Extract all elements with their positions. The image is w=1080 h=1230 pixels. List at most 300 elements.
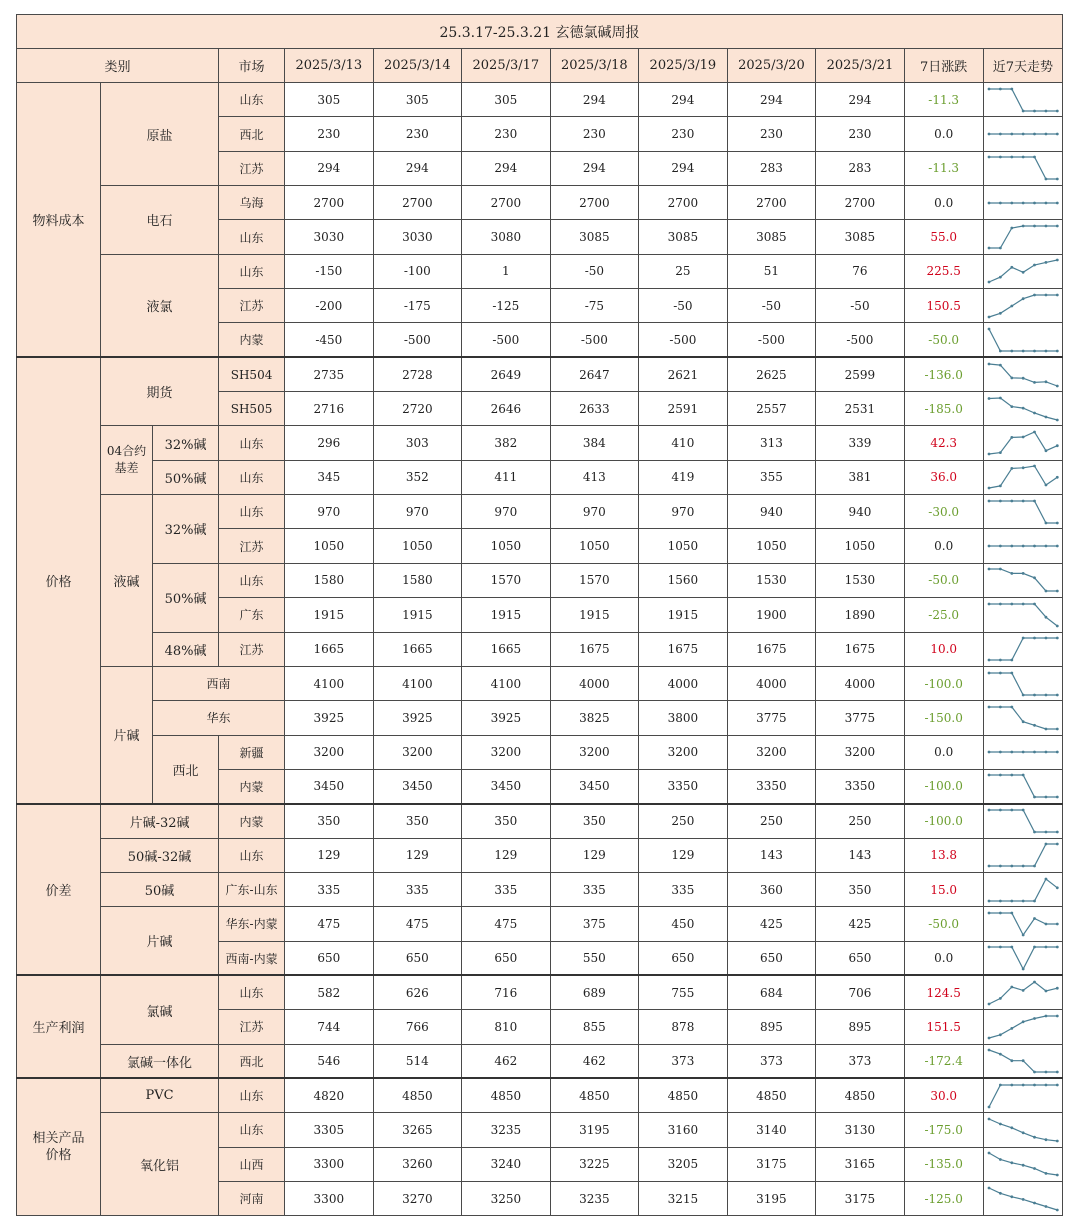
- sparkline-point: [1044, 727, 1047, 730]
- sparkline-point: [1021, 1198, 1024, 1201]
- trend-sparkline: [983, 117, 1062, 151]
- sparkline-point: [987, 133, 990, 136]
- sparkline-point: [1010, 304, 1013, 307]
- market-cell: 山东: [219, 460, 285, 494]
- value-cell: 855: [550, 1010, 639, 1044]
- change-cell: -100.0: [904, 804, 983, 838]
- value-cell: 3195: [550, 1113, 639, 1147]
- sub-naoh-32: 32%碱: [153, 495, 219, 564]
- sparkline-point: [987, 1002, 990, 1005]
- sparkline-point: [999, 156, 1002, 159]
- sub-naoh-50: 50%碱: [153, 563, 219, 632]
- value-cell: 1900: [727, 598, 816, 632]
- sparkline-point: [987, 912, 990, 915]
- sparkline-point: [987, 247, 990, 250]
- sparkline-point: [1056, 1208, 1059, 1211]
- sparkline-point: [1056, 843, 1059, 846]
- sparkline-point: [1010, 1083, 1013, 1086]
- sparkline-point: [1021, 406, 1024, 409]
- value-cell: 716: [462, 975, 551, 1009]
- sparkline-point: [1044, 109, 1047, 112]
- value-cell: -450: [285, 323, 374, 357]
- sparkline-point: [1056, 293, 1059, 296]
- value-cell: 3085: [550, 220, 639, 254]
- trend-sparkline: [983, 804, 1062, 838]
- table-row: [17, 460, 1063, 494]
- table-row: [17, 186, 1063, 220]
- value-cell: 3200: [285, 735, 374, 769]
- trend-sparkline: [983, 220, 1062, 254]
- sparkline-point: [1044, 989, 1047, 992]
- value-cell: 1: [462, 254, 551, 288]
- sparkline-chart: [984, 736, 1062, 768]
- market-cell: 华东-内蒙: [219, 907, 285, 941]
- table-row: [17, 804, 1063, 838]
- sparkline-point: [999, 602, 1002, 605]
- sparkline-point: [999, 809, 1002, 812]
- sparkline-point: [1056, 349, 1059, 352]
- market-cell: 西北: [219, 1044, 285, 1078]
- sparkline-point: [987, 659, 990, 662]
- sparkline-chart: [984, 1045, 1062, 1077]
- change-cell: -135.0: [904, 1147, 983, 1181]
- sparkline-point: [987, 1037, 990, 1040]
- item-flake-caustic: 片碱: [101, 666, 153, 803]
- sparkline-point: [1056, 444, 1059, 447]
- value-cell: 1050: [727, 529, 816, 563]
- value-cell: -175: [373, 289, 462, 323]
- sparkline-point: [999, 997, 1002, 1000]
- value-cell: -500: [462, 323, 551, 357]
- sparkline-point: [1010, 266, 1013, 269]
- value-cell: 230: [639, 117, 728, 151]
- value-cell: 294: [550, 151, 639, 185]
- value-cell: 3350: [816, 769, 905, 803]
- value-cell: 294: [816, 83, 905, 117]
- sparkline-point: [1010, 1027, 1013, 1030]
- sparkline-point: [1033, 109, 1036, 112]
- sparkline-point: [1044, 1071, 1047, 1074]
- value-cell: 1675: [727, 632, 816, 666]
- value-cell: 335: [550, 872, 639, 906]
- change-cell: 0.0: [904, 186, 983, 220]
- sparkline-point: [999, 485, 1002, 488]
- value-cell: 250: [727, 804, 816, 838]
- value-cell: 143: [727, 838, 816, 872]
- value-cell: 1665: [373, 632, 462, 666]
- item-futures: 期货: [101, 357, 219, 426]
- value-cell: 352: [373, 460, 462, 494]
- sparkline-point: [1033, 602, 1036, 605]
- change-cell: 30.0: [904, 1078, 983, 1112]
- value-cell: 684: [727, 975, 816, 1009]
- market-cell: 华东: [153, 701, 285, 735]
- sparkline-point: [1044, 415, 1047, 418]
- sparkline-chart: [984, 1183, 1062, 1215]
- trend-sparkline: [983, 529, 1062, 563]
- value-cell: 3200: [550, 735, 639, 769]
- sparkline-point: [987, 201, 990, 204]
- sparkline-point: [987, 774, 990, 777]
- sparkline-point: [1010, 899, 1013, 902]
- trend-sparkline: [983, 1182, 1062, 1216]
- sparkline-chart: [984, 324, 1062, 356]
- header-date: 2025/3/21: [816, 49, 905, 83]
- header-date: 2025/3/13: [285, 49, 374, 83]
- sparkline-point: [1010, 133, 1013, 136]
- sparkline-point: [999, 899, 1002, 902]
- change-cell: 13.8: [904, 838, 983, 872]
- change-cell: -30.0: [904, 495, 983, 529]
- table-row: [17, 872, 1063, 906]
- value-cell: 3450: [285, 769, 374, 803]
- sparkline-point: [1033, 156, 1036, 159]
- value-cell: 4820: [285, 1078, 374, 1112]
- value-cell: 550: [550, 941, 639, 975]
- sparkline-point: [1033, 917, 1036, 920]
- value-cell: 3300: [285, 1182, 374, 1216]
- value-cell: 230: [727, 117, 816, 151]
- value-cell: 230: [285, 117, 374, 151]
- sparkline-point: [1021, 865, 1024, 868]
- value-cell: 2591: [639, 392, 728, 426]
- sparkline-point: [1044, 225, 1047, 228]
- value-cell: -500: [816, 323, 905, 357]
- table-row: [17, 632, 1063, 666]
- market-cell: 内蒙: [219, 323, 285, 357]
- item-pvc: PVC: [101, 1078, 219, 1112]
- market-cell: 西南-内蒙: [219, 941, 285, 975]
- sparkline-point: [1010, 572, 1013, 575]
- market-cell: 江苏: [219, 1010, 285, 1044]
- value-cell: 3450: [550, 769, 639, 803]
- value-cell: 4850: [462, 1078, 551, 1112]
- group-price: 价格: [17, 357, 101, 803]
- sparkline-point: [1056, 831, 1059, 834]
- market-cell: SH505: [219, 392, 285, 426]
- trend-sparkline: [983, 1044, 1062, 1078]
- sparkline-line: [989, 1119, 1057, 1141]
- sparkline-point: [987, 1105, 990, 1108]
- trend-sparkline: [983, 1078, 1062, 1112]
- sparkline-point: [1010, 156, 1013, 159]
- sparkline-point: [999, 1053, 1002, 1056]
- value-cell: 294: [285, 151, 374, 185]
- sparkline-point: [1056, 987, 1059, 990]
- header-date: 2025/3/19: [639, 49, 728, 83]
- sparkline-point: [1033, 724, 1036, 727]
- sparkline-point: [999, 396, 1002, 399]
- sparkline-point: [1021, 156, 1024, 159]
- label-line: 基差: [114, 461, 139, 476]
- value-cell: 2728: [373, 357, 462, 391]
- sparkline-chart: [984, 633, 1062, 665]
- sparkline-point: [1044, 831, 1047, 834]
- sparkline-line: [989, 604, 1057, 626]
- trend-sparkline: [983, 838, 1062, 872]
- value-cell: 2557: [727, 392, 816, 426]
- value-cell: 4000: [639, 666, 728, 700]
- header-date: 2025/3/17: [462, 49, 551, 83]
- sparkline-point: [1033, 349, 1036, 352]
- weekly-report-table: [16, 14, 1063, 1216]
- value-cell: 373: [727, 1044, 816, 1078]
- change-cell: -50.0: [904, 907, 983, 941]
- value-cell: 1675: [550, 632, 639, 666]
- value-cell: 970: [550, 495, 639, 529]
- value-cell: 3205: [639, 1147, 728, 1181]
- market-cell: 江苏: [219, 151, 285, 185]
- label-line: 相关产品: [32, 1131, 85, 1147]
- sparkline-line: [989, 364, 1057, 386]
- sparkline-point: [1033, 431, 1036, 434]
- value-cell: 3450: [462, 769, 551, 803]
- sparkline-point: [1010, 1162, 1013, 1165]
- sparkline-point: [1010, 87, 1013, 90]
- value-cell: 1580: [373, 563, 462, 597]
- sparkline-chart: [984, 496, 1062, 528]
- sparkline-point: [1056, 1071, 1059, 1074]
- sparkline-point: [1056, 946, 1059, 949]
- market-cell: 西南: [153, 666, 285, 700]
- value-cell: 1050: [816, 529, 905, 563]
- value-cell: 2646: [462, 392, 551, 426]
- value-cell: 2720: [373, 392, 462, 426]
- sparkline-chart: [984, 255, 1062, 287]
- sparkline-point: [1044, 521, 1047, 524]
- sparkline-point: [999, 659, 1002, 662]
- change-cell: -185.0: [904, 392, 983, 426]
- value-cell: -150: [285, 254, 374, 288]
- table-row: [17, 563, 1063, 597]
- sub-northwest: 西北: [153, 735, 219, 804]
- sparkline-point: [999, 545, 1002, 548]
- sparkline-point: [1044, 751, 1047, 754]
- value-cell: 3085: [727, 220, 816, 254]
- sparkline-point: [1033, 381, 1036, 384]
- value-cell: 4850: [727, 1078, 816, 1112]
- value-cell: 3235: [550, 1182, 639, 1216]
- market-cell: 山东: [219, 254, 285, 288]
- value-cell: 3350: [727, 769, 816, 803]
- value-cell: 3080: [462, 220, 551, 254]
- sparkline-point: [987, 397, 990, 400]
- value-cell: 305: [462, 83, 551, 117]
- sparkline-point: [1033, 1201, 1036, 1204]
- sparkline-chart: [984, 187, 1062, 219]
- item-alumina: 氧化铝: [101, 1113, 219, 1216]
- value-cell: 230: [550, 117, 639, 151]
- sparkline-point: [1044, 796, 1047, 799]
- value-cell: 810: [462, 1010, 551, 1044]
- value-cell: 3200: [639, 735, 728, 769]
- sparkline-point: [999, 499, 1002, 502]
- sparkline-point: [987, 1118, 990, 1121]
- value-cell: -75: [550, 289, 639, 323]
- sparkline-point: [999, 1192, 1002, 1195]
- change-cell: -11.3: [904, 83, 983, 117]
- value-cell: 546: [285, 1044, 374, 1078]
- market-cell: 山东: [219, 838, 285, 872]
- value-cell: 129: [285, 838, 374, 872]
- value-cell: 1050: [639, 529, 728, 563]
- sparkline-point: [999, 133, 1002, 136]
- trend-sparkline: [983, 460, 1062, 494]
- sparkline-point: [1010, 602, 1013, 605]
- sparkline-point: [1056, 923, 1059, 926]
- sparkline-point: [1010, 227, 1013, 230]
- sparkline-point: [1056, 590, 1059, 593]
- market-cell: 山西: [219, 1147, 285, 1181]
- value-cell: 1560: [639, 563, 728, 597]
- sparkline-point: [987, 453, 990, 456]
- value-cell: 305: [373, 83, 462, 117]
- sparkline-chart: [984, 427, 1062, 459]
- table-row: [17, 83, 1063, 117]
- value-cell: 283: [816, 151, 905, 185]
- sparkline-chart: [984, 805, 1062, 837]
- sparkline-point: [1056, 886, 1059, 889]
- sparkline-point: [1044, 380, 1047, 383]
- sparkline-point: [999, 87, 1002, 90]
- value-cell: 51: [727, 254, 816, 288]
- sparkline-point: [1010, 545, 1013, 548]
- market-cell: 江苏: [219, 632, 285, 666]
- sparkline-point: [1010, 499, 1013, 502]
- sparkline-point: [1044, 843, 1047, 846]
- sparkline-point: [987, 705, 990, 708]
- value-cell: 514: [373, 1044, 462, 1078]
- value-cell: 3140: [727, 1113, 816, 1147]
- trend-sparkline: [983, 666, 1062, 700]
- value-cell: 462: [462, 1044, 551, 1078]
- sparkline-point: [1021, 899, 1024, 902]
- value-cell: 650: [816, 941, 905, 975]
- item-raw-salt: 原盐: [101, 83, 219, 186]
- sparkline-point: [1044, 590, 1047, 593]
- trend-sparkline: [983, 495, 1062, 529]
- value-cell: 230: [816, 117, 905, 151]
- sparkline-point: [1010, 349, 1013, 352]
- value-cell: 250: [816, 804, 905, 838]
- value-cell: 4000: [550, 666, 639, 700]
- sparkline-point: [1033, 1083, 1036, 1086]
- table-row: [17, 838, 1063, 872]
- sparkline-point: [1010, 865, 1013, 868]
- change-cell: 0.0: [904, 735, 983, 769]
- sparkline-line: [989, 89, 1057, 111]
- market-cell: 山东: [219, 220, 285, 254]
- label-line: 价格: [45, 1148, 72, 1164]
- table-row: [17, 1044, 1063, 1078]
- value-cell: 76: [816, 254, 905, 288]
- value-cell: -500: [727, 323, 816, 357]
- sparkline-point: [1056, 545, 1059, 548]
- value-cell: 373: [816, 1044, 905, 1078]
- trend-sparkline: [983, 975, 1062, 1009]
- sparkline-point: [1044, 261, 1047, 264]
- trend-sparkline: [983, 426, 1062, 460]
- value-cell: 3085: [639, 220, 728, 254]
- group-spread: 价差: [17, 804, 101, 976]
- trend-sparkline: [983, 254, 1062, 288]
- value-cell: 313: [727, 426, 816, 460]
- value-cell: -50: [727, 289, 816, 323]
- value-cell: 3800: [639, 701, 728, 735]
- value-cell: 878: [639, 1010, 728, 1044]
- value-cell: 294: [639, 83, 728, 117]
- sub-naoh-48: 48%碱: [153, 632, 219, 666]
- value-cell: 350: [816, 872, 905, 906]
- value-cell: 355: [727, 460, 816, 494]
- sparkline-point: [1021, 693, 1024, 696]
- value-cell: 339: [816, 426, 905, 460]
- sparkline-point: [1021, 109, 1024, 112]
- sparkline-point: [987, 327, 990, 330]
- sparkline-point: [1044, 923, 1047, 926]
- sparkline-point: [1044, 1083, 1047, 1086]
- sparkline-point: [999, 247, 1002, 250]
- value-cell: 744: [285, 1010, 374, 1044]
- value-cell: 1675: [816, 632, 905, 666]
- sparkline-point: [1044, 1172, 1047, 1175]
- sparkline-point: [1044, 616, 1047, 619]
- market-cell: 西北: [219, 117, 285, 151]
- trend-sparkline: [983, 632, 1062, 666]
- sparkline-point: [1033, 980, 1036, 983]
- value-cell: 2599: [816, 357, 905, 391]
- trend-sparkline: [983, 1113, 1062, 1147]
- trend-sparkline: [983, 907, 1062, 941]
- value-cell: 755: [639, 975, 728, 1009]
- sparkline-point: [1056, 1015, 1059, 1018]
- header-date: 2025/3/20: [727, 49, 816, 83]
- sparkline-point: [999, 568, 1002, 571]
- market-cell: 山东: [219, 83, 285, 117]
- value-cell: 650: [373, 941, 462, 975]
- sparkline-point: [987, 1186, 990, 1189]
- change-cell: -172.4: [904, 1044, 983, 1078]
- value-cell: 940: [727, 495, 816, 529]
- sparkline-point: [1033, 545, 1036, 548]
- sparkline-line: [989, 673, 1057, 695]
- sparkline-point: [1056, 751, 1059, 754]
- value-cell: 129: [373, 838, 462, 872]
- label-line: 04合约: [106, 444, 147, 459]
- market-cell: 乌海: [219, 186, 285, 220]
- sparkline-line: [989, 638, 1057, 660]
- value-cell: 1915: [285, 598, 374, 632]
- header-trend: 近7天走势: [983, 49, 1062, 83]
- sparkline-point: [1044, 449, 1047, 452]
- sparkline-point: [1021, 774, 1024, 777]
- sparkline-chart: [984, 770, 1062, 802]
- sparkline-point: [1033, 637, 1036, 640]
- trend-sparkline: [983, 357, 1062, 391]
- sparkline-point: [1056, 624, 1059, 627]
- change-cell: 0.0: [904, 117, 983, 151]
- value-cell: 3200: [462, 735, 551, 769]
- sparkline-line: [989, 707, 1057, 729]
- value-cell: 335: [373, 872, 462, 906]
- value-cell: 3240: [462, 1147, 551, 1181]
- sparkline-point: [1010, 912, 1013, 915]
- sparkline-point: [1021, 572, 1024, 575]
- sparkline-point: [1056, 1174, 1059, 1177]
- value-cell: 294: [639, 151, 728, 185]
- value-cell: 345: [285, 460, 374, 494]
- sparkline-point: [1021, 637, 1024, 640]
